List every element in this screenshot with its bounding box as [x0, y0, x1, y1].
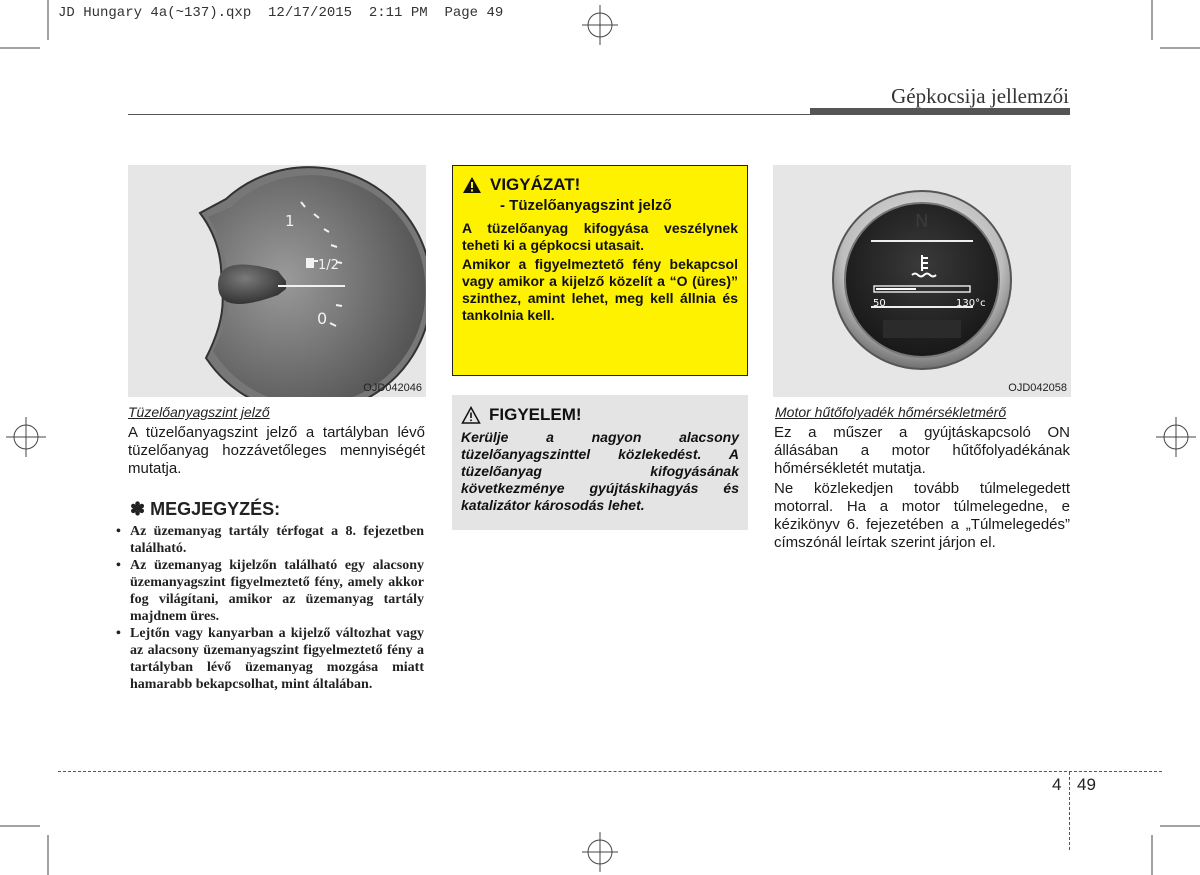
- fuel-gauge-figure: [128, 165, 426, 397]
- caution-subtitle: - Tüzelőanyagszint jelző: [500, 197, 672, 214]
- print-slug: JD Hungary 4a(~137).qxp 12/17/2015 2:11 PM Page 49: [58, 5, 504, 21]
- coolant-paragraph: Ez a műszer a gyújtáskapcsoló ON állásában a motor hűtőfolyadékának hőmérsékletét mutatja.: [774, 424, 1070, 477]
- caution-paragraph: Amikor a figyelmeztető fény bekapcsol vagy amikor a kijelző közelít a “O (üres)” szinthez, amint lehet, meg kell állnia és tankolnia kell.: [462, 256, 738, 323]
- coolant-gauge-min-label: 50: [873, 298, 886, 309]
- footer-rule: [58, 771, 1162, 772]
- fuel-gauge-label-empty: 0: [317, 309, 328, 328]
- fuel-caption: Tüzelőanyagszint jelző: [128, 404, 270, 420]
- page-number-separator: [1069, 772, 1070, 850]
- figure-code: OJD042046: [363, 382, 422, 394]
- registration-mark-left: [6, 417, 46, 457]
- svg-text:N: N: [915, 211, 929, 232]
- coolant-paragraph: Ne közlekedjen tovább túlmelegedett motorral. Ha a motor túlmelegedne, e kézikönyv 6. fejezetében a „Túlmelegedés” címszónál leírtak szerint járjon el.: [774, 480, 1070, 551]
- warning-triangle-icon: [462, 176, 482, 194]
- fuel-gauge-illustration: [128, 165, 426, 397]
- figure-code: OJD042058: [1008, 382, 1067, 394]
- chapter-number: 4: [1052, 775, 1062, 794]
- fuel-gauge-label-full: 1: [285, 212, 295, 230]
- section-title: Gépkocsija jellemzői: [891, 84, 1069, 108]
- coolant-gauge-figure: [773, 165, 1071, 397]
- coolant-gauge-illustration: [773, 165, 1071, 397]
- registration-mark-top: [582, 5, 618, 45]
- coolant-body-text: [774, 424, 1070, 554]
- note-item: • Lejtőn vagy kanyarban a kijelző változhat vagy az alacsony üzemanyagszint figyelmeztető fény a tartályban lévő üzemanyag mozgása miatt hamarabb bekapcsolhat, mint általában.: [114, 625, 424, 693]
- warning-triangle-icon: [461, 406, 481, 424]
- caution-title: VIGYÁZAT!: [490, 175, 581, 194]
- caution-paragraph: A tüzelőanyag kifogyása veszélynek teheti ki a gépkocsi utasait.: [462, 220, 738, 253]
- note-heading: ✽ MEGJEGYZÉS:: [130, 499, 281, 519]
- fuel-body-text: A tüzelőanyagszint jelző a tartályban lévő tüzelőanyag hozzávetőleges mennyiségét mutatja.: [128, 424, 425, 477]
- note-item: • Az üzemanyag tartály térfogat a 8. fejezetben található.: [114, 523, 424, 557]
- coolant-gauge-max-label: 130°c: [956, 298, 986, 309]
- header-rule-accent: [810, 108, 1070, 115]
- notice-box: [452, 395, 748, 530]
- notice-title: FIGYELEM!: [489, 405, 582, 424]
- caution-box: [452, 165, 748, 376]
- registration-mark-bottom: [582, 832, 618, 872]
- note-item: • Az üzemanyag kijelzőn található egy alacsony üzemanyagszint figyelmeztető fény, amely akkor fog világítani, amikor az üzemanyag tartály majdnem üres.: [114, 557, 424, 625]
- registration-mark-right: [1156, 417, 1196, 457]
- note-list: [114, 523, 424, 693]
- coolant-caption: Motor hűtőfolyadék hőmérsékletmérő: [775, 404, 1007, 420]
- fuel-gauge-label-half: 1/2: [318, 258, 339, 273]
- page-number: 49: [1077, 775, 1096, 794]
- notice-text: Kerülje a nagyon alacsony tüzelőanyagszinttel közlekedést. A tüzelőanyag kifogyásának következménye gyújtáskihagyás és katalizátor károsodás lehet.: [461, 429, 739, 513]
